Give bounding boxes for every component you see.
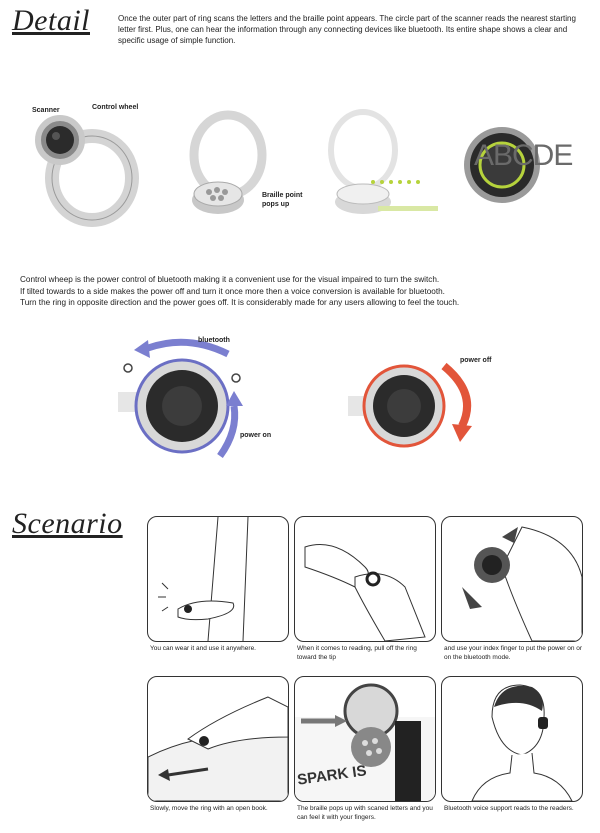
control-paragraph xyxy=(20,274,590,309)
control-line-3: Turn the ring in opposite direction and the power goes off. It is considerably made for any users allowing to feel the touch. xyxy=(20,298,460,307)
scenario-caption-3: and use your index finger to put the power on or on the bluetooth mode. xyxy=(444,645,583,661)
scenario-caption-5: The braille pops up with scaned letters and you can feel it with your fingers. xyxy=(297,805,433,821)
control-line-2: If tilted towards to a side makes the power off and turn it once more then a voice conversion is available for bluetooth. xyxy=(20,286,445,296)
scenario-caption-4: Slowly, move the ring with an open book. xyxy=(150,805,268,812)
scenario-title: Scenario xyxy=(12,507,123,540)
detail-intro: Once the outer part of ring scans the letters and the braille point appears. The circle part of the scanner reads the nearest starting letter first. Plus, one can hear the information through any connecting devices like bluetooth. Its entire shape shows a clear and specific usage of simple function. xyxy=(118,14,576,45)
bluetooth-label: bluetooth xyxy=(198,337,230,344)
scenario-caption-2: When it comes to reading, pull off the ring toward the tip xyxy=(297,645,417,661)
power-off-diagram xyxy=(348,354,488,464)
ring-side-illustration xyxy=(22,100,142,230)
detail-title: Detail xyxy=(12,4,90,37)
scenario-panel-3 xyxy=(441,516,583,642)
scenario-caption-1: You can wear it and use it anywhere. xyxy=(150,645,256,652)
power-on-diagram xyxy=(118,336,268,466)
scenario-panel-4 xyxy=(147,676,289,802)
braille-label-line2: pops up xyxy=(262,201,290,208)
book-text: SPARK IS xyxy=(296,762,368,789)
power-on-label: power on xyxy=(240,432,272,439)
scenario-caption-6: Bluetooth voice support reads to the readers. xyxy=(444,805,574,812)
braille-ring-illustration xyxy=(176,110,276,225)
power-off-label: power off xyxy=(460,357,492,364)
braille-label-line1: Braille point xyxy=(262,192,303,199)
scenario-panel-1 xyxy=(147,516,289,642)
control-line-1: Control wheep is the power control of bluetooth making it a convenient use for the visual impaired to turn the switch. xyxy=(20,275,440,284)
scan-letters-text: ABCDE xyxy=(474,139,573,172)
scenario-panel-2 xyxy=(294,516,436,642)
scanner-label: Scanner xyxy=(32,107,60,114)
scenario-panel-5 xyxy=(294,676,436,802)
control-wheel-label: Control wheel xyxy=(92,104,139,111)
scenario-panel-6 xyxy=(441,676,583,802)
scanning-ring-illustration xyxy=(318,108,448,223)
